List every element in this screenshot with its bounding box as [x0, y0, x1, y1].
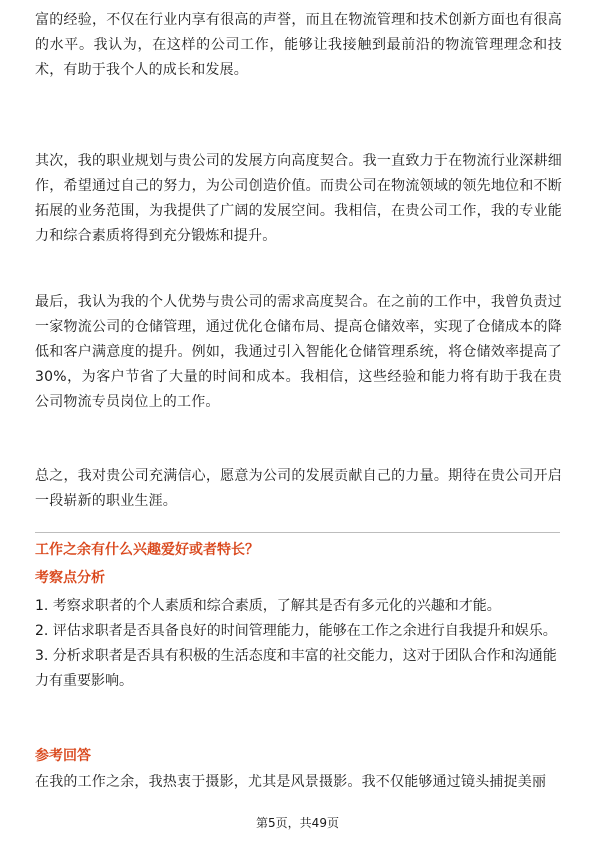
- analysis-item: 3. 分析求职者是否具有积极的生活态度和丰富的社交能力，这对于团队合作和沟通能力有重要影响。: [35, 648, 557, 689]
- analysis-item: 1. 考察求职者的个人素质和综合素质，了解其是否有多元化的兴趣和才能。: [35, 598, 501, 614]
- question-title: 工作之余有什么兴趣爱好或者特长？: [35, 542, 259, 558]
- answer-text: 在我的工作之余，我热衷于摄影，尤其是风景摄影。我不仅能够通过镜头捕捉美丽: [35, 774, 547, 790]
- analysis-list: [35, 594, 562, 694]
- paragraph-intro-continued: 富的经验，不仅在行业内享有很高的声誉，而且在物流管理和技术创新方面也有很高的水平。我认为，在这样的公司工作，能够让我接触到最前沿的物流管理理念和技术，有助于我个人的成长和发展。: [35, 12, 562, 78]
- paragraph-conclusion: 总之，我对贵公司充满信心，愿意为公司的发展贡献自己的力量。期待在贵公司开启一段崭新的职业生涯。: [35, 468, 562, 509]
- section-divider: [35, 532, 560, 533]
- paragraph-second: 其次，我的职业规划与贵公司的发展方向高度契合。我一直致力于在物流行业深耕细作，希望通过自己的努力，为公司创造价值。而贵公司在物流领域的领先地位和不断拓展的业务范围，为我提供了广阔的发展空间。我相信，在贵公司工作，我的专业能力和综合素质将得到充分锻炼和提升。: [35, 153, 562, 244]
- answer-heading: 参考回答: [35, 748, 91, 764]
- analysis-item: 2. 评估求职者是否具备良好的时间管理能力，能够在工作之余进行自我提升和娱乐。: [35, 623, 557, 639]
- page-number-footer: 第5页，共49页: [256, 816, 339, 830]
- paragraph-third: 最后，我认为我的个人优势与贵公司的需求高度契合。在之前的工作中，我曾负责过一家物流公司的仓储管理，通过优化仓储布局、提高仓储效率，实现了仓储成本的降低和客户满意度的提升。例如，我通过引入智能化仓储管理系统，将仓储效率提高了30%，为客户节省了大量的时间和成本。我相信，这些经验和能力将有助于我在贵公司物流专员岗位上的工作。: [35, 294, 562, 410]
- analysis-heading: 考察点分析: [35, 570, 105, 586]
